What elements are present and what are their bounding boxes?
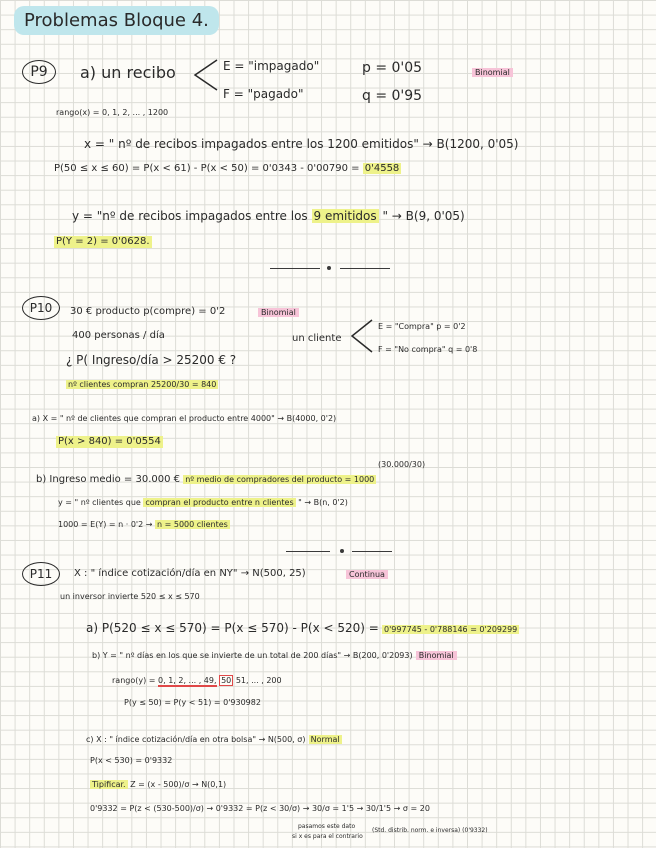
problem-label-p9: P9 <box>22 60 56 84</box>
p9-probability-expr: P(50 ≤ x ≤ 60) = P(x < 61) - P(x < 50) = 0'0343 - 0'00790 = <box>54 163 360 174</box>
p10-b-result-value: n = 5000 clientes <box>157 520 228 529</box>
p9-binomial-badge: Binomial <box>472 68 513 77</box>
p11-py-text: P(y ≤ 50) = P(y < 51) = 0'930982 <box>124 698 261 707</box>
p11-b-definition: b) Y = " nº días en los que se invierte de un total de 200 días" → B(200, 0'2093) <box>92 651 413 660</box>
p10-b-result-expr: 1000 = E(Y) = n · 0'2 → <box>58 520 153 529</box>
p10-question: ¿ P( Ingreso/día > 25200 € ? <box>66 353 237 367</box>
bracket-icon <box>350 318 374 354</box>
p11-c-probability: P(x < 530) = 0'9332 <box>90 756 173 765</box>
problem-label-p11: P11 <box>22 562 60 586</box>
p10-cliente: un cliente <box>292 333 342 344</box>
p9-y-probability: P(Y = 2) = 0'0628. <box>56 236 150 247</box>
separator-line <box>340 268 390 269</box>
p10-b-highlight: nº medio de compradores del producto = 1000 <box>185 475 375 484</box>
p10-b-note: (30.000/30) <box>378 460 426 469</box>
p11-binomial-badge: Binomial <box>416 651 457 660</box>
p9-p-value: p = 0'05 <box>362 60 423 76</box>
p9-y-def-dist: " → B(9, 0'05) <box>382 209 465 223</box>
p10-b-y-definition <box>58 498 348 507</box>
separator-line <box>286 551 330 552</box>
p10-b-line <box>36 474 376 486</box>
p10-product: 30 € producto p(compre) = 0'2 <box>70 306 226 317</box>
p9-q-value: q = 0'95 <box>362 88 423 104</box>
p9-rango: rango(x) = 0, 1, 2, ... , 1200 <box>56 108 169 117</box>
p11-inversor: un inversor invierte 520 ≤ x ≤ 570 <box>60 592 200 601</box>
p9-probability-result: 0'4558 <box>364 163 400 174</box>
p11-a-result: 0'997745 - 0'788146 = 0'209299 <box>384 625 518 634</box>
p11-part-c <box>86 734 342 746</box>
p9-x-definition: x = " nº de recibos impagados entre los 1200 emitidos" → B(1200, 0'05) <box>84 137 519 151</box>
p9-y-definition <box>72 210 465 224</box>
p11-normal-badge: Normal <box>310 735 340 744</box>
separator-dot <box>340 549 344 553</box>
p10-b-y-dist: " → B(n, 0'2) <box>298 498 348 507</box>
p9-y-def-highlight: 9 emitidos <box>313 209 377 223</box>
p10-a-probability: P(x > 840) = 0'0554 <box>58 436 161 447</box>
p11-final-line: 0'9332 = P(z < (530-500)/σ) → 0'9332 = P(z < 30/σ) → 30/σ = 1'5 → 30/1'5 → σ = 20 <box>90 804 430 813</box>
p10-event-e: E = "Compra" p = 0'2 <box>378 322 466 331</box>
p10-persons: 400 personas / día <box>72 330 165 341</box>
p9-event-e: E = "impagado" <box>223 59 320 73</box>
p10-a-definition: a) X = " nº de clientes que compran el producto entre 4000" → B(4000, 0'2) <box>32 414 337 423</box>
p11-rango-label: rango(y) = <box>112 676 156 685</box>
p11-rango-boxed: 50 <box>221 676 232 685</box>
separator-dot <box>327 266 331 270</box>
p11-note-2: si x es para el contrario <box>292 833 363 840</box>
p11-a-expr: a) P(520 ≤ x ≤ 570) = P(x ≤ 570) - P(x < 520) = <box>86 621 379 635</box>
p11-py-line <box>124 698 261 707</box>
p11-tipificar-label: Tipificar. <box>92 780 126 789</box>
p11-rango <box>112 676 282 685</box>
p9-part-a: a) un recibo <box>80 63 176 82</box>
p9-y-def-text: y = "nº de recibos impagados entre los <box>72 209 308 223</box>
p10-b-y-highlight: compran el producto entre n clientes <box>145 498 294 507</box>
problem-label-p10: P10 <box>22 296 60 320</box>
p10-binomial-badge: Binomial <box>258 308 299 317</box>
p10-clients-compute: nº clientes compran 25200/30 = 840 <box>68 380 217 389</box>
p11-tipificar <box>90 780 226 789</box>
p11-c-definition: c) X : " índice cotización/día en otra bolsa" → N(500, σ) <box>86 735 306 744</box>
separator-line <box>270 268 320 269</box>
p11-rango-rest: 51, ... , 200 <box>235 676 282 685</box>
p10-b-income: b) Ingreso medio = 30.000 € <box>36 474 181 485</box>
p9-probability <box>54 163 401 175</box>
bracket-icon <box>193 58 219 92</box>
p11-part-b <box>92 650 457 662</box>
separator-line <box>352 551 392 552</box>
p9-event-f: F = "pagado" <box>223 87 304 101</box>
p10-b-result <box>58 520 230 529</box>
p11-x-definition: X : " índice cotización/día en NY" → N(500, 25) <box>74 568 306 579</box>
p11-part-a <box>86 622 519 636</box>
p10-event-f: F = "No compra" q = 0'8 <box>378 345 478 354</box>
p11-note-1: pasamos este dato <box>298 823 356 830</box>
p11-tipificar-formula: Z = (x - 500)/σ → N(0,1) <box>130 780 227 789</box>
page-title: Problemas Bloque 4. <box>14 6 219 35</box>
p10-b-y-text: y = " nº clientes que <box>58 498 141 507</box>
p11-rango-values: 0, 1, 2, ... , 49, <box>158 676 217 685</box>
p11-note-3: (Std. distrib. norm. e inversa) (0'9332) <box>372 827 488 834</box>
p11-continua-badge: Continua <box>346 570 388 579</box>
